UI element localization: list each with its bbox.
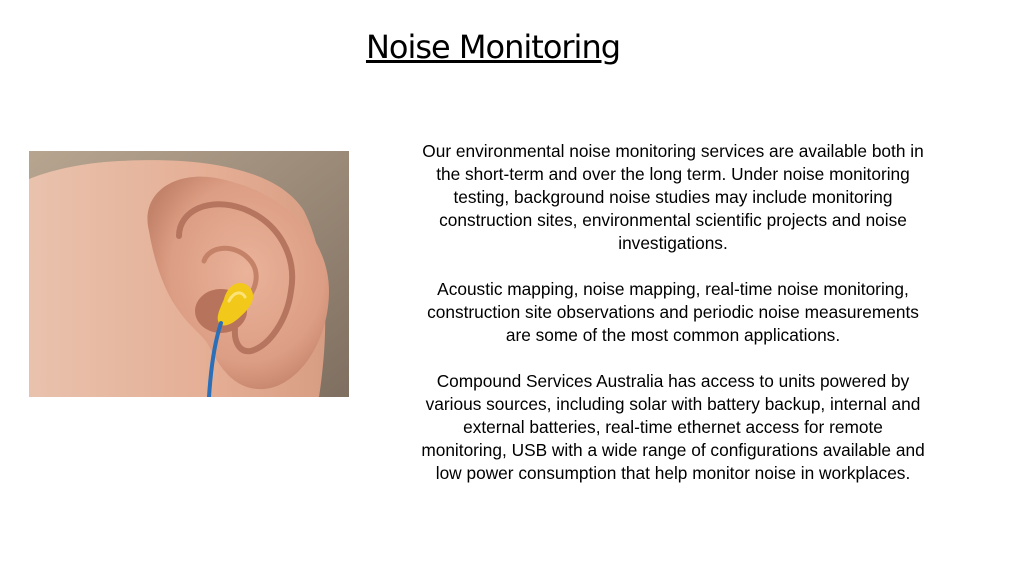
- paragraph-2: Acoustic mapping, noise mapping, real-time noise monitoring, construction site observations and periodic noise measurements are some of the most common applications.: [427, 279, 919, 345]
- paragraph-3: Compound Services Australia has access to units powered by various sources, including solar with battery backup, internal and external batteries, real-time ethernet access for remote monitoring, USB with a wide range of configurations available and low power consumption that help monitor noise in workplaces.: [421, 371, 925, 483]
- paragraph-1: Our environmental noise monitoring services are available both in the short-term and over the long term. Under noise monitoring testing, background noise studies may include monitoring construction sites, environmental scientific projects and noise investigations.: [422, 141, 924, 253]
- ear-earplug-photo: [29, 151, 349, 397]
- body-text: [418, 140, 928, 508]
- ear-illustration: [29, 151, 349, 397]
- slide-title: Noise Monitoring: [365, 28, 621, 66]
